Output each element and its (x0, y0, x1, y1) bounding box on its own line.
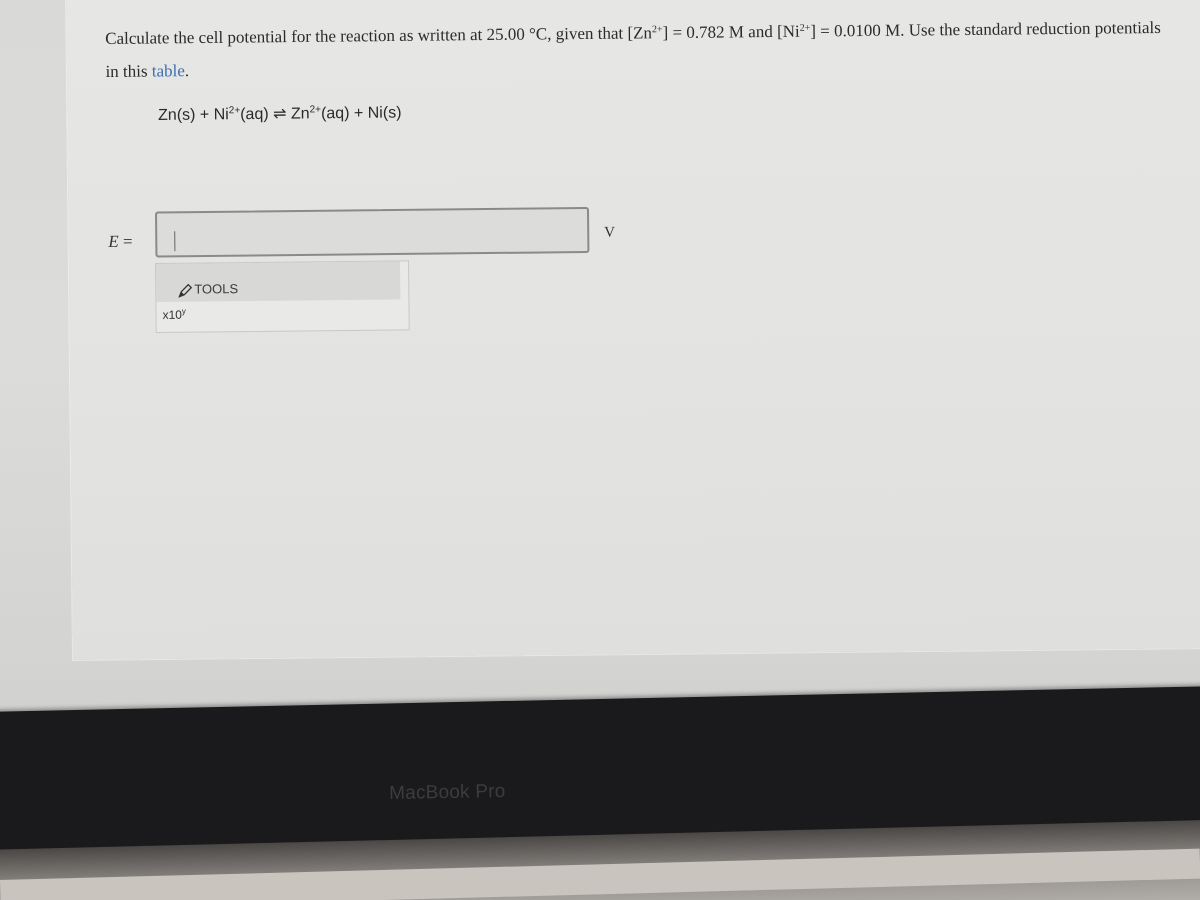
answer-symbol: E (108, 231, 119, 251)
cell-potential-input[interactable] (155, 207, 589, 258)
sci-exponent: y (181, 306, 186, 316)
reaction-lhs-charge: 2+ (228, 105, 241, 117)
reaction-equation (158, 102, 402, 125)
zn-charge: 2+ (651, 24, 663, 36)
question-part4: . (184, 61, 190, 81)
reaction-lhs: Zn(s) + Ni (158, 106, 229, 124)
unit-label: V (604, 224, 616, 241)
answer-label (108, 232, 132, 252)
reaction-rhs-charge: 2+ (309, 104, 322, 116)
question-part2: ] = 0.782 M and [Ni (662, 21, 800, 43)
sci-base: x10 (162, 307, 182, 322)
question-text (105, 11, 1176, 88)
tools-label: TOOLS (194, 281, 239, 297)
question-part3: ] = 0.0100 M. Use the standard reduction potentials in this (105, 17, 1161, 81)
answer-equals: = (118, 231, 133, 251)
ni-charge: 2+ (799, 22, 811, 34)
scientific-notation-button[interactable] (162, 308, 186, 322)
question-part1: Calculate the cell potential for the reaction as written at 25.00 °C, given that [Zn (105, 23, 653, 48)
laptop-brand-label: MacBook Pro (389, 780, 506, 804)
pencil-icon (178, 284, 192, 298)
reaction-rhs-rest: (aq) + Ni(s) (320, 104, 402, 123)
answer-row (108, 207, 629, 264)
tools-popup (155, 260, 410, 333)
reaction-rhs: Zn (290, 105, 310, 123)
tools-toggle[interactable] (156, 261, 400, 302)
reaction-lhs-state: (aq) (240, 105, 269, 124)
equilibrium-arrow: ⇌ (272, 105, 287, 123)
table-link[interactable]: table (151, 61, 185, 81)
text-caret (174, 231, 175, 251)
